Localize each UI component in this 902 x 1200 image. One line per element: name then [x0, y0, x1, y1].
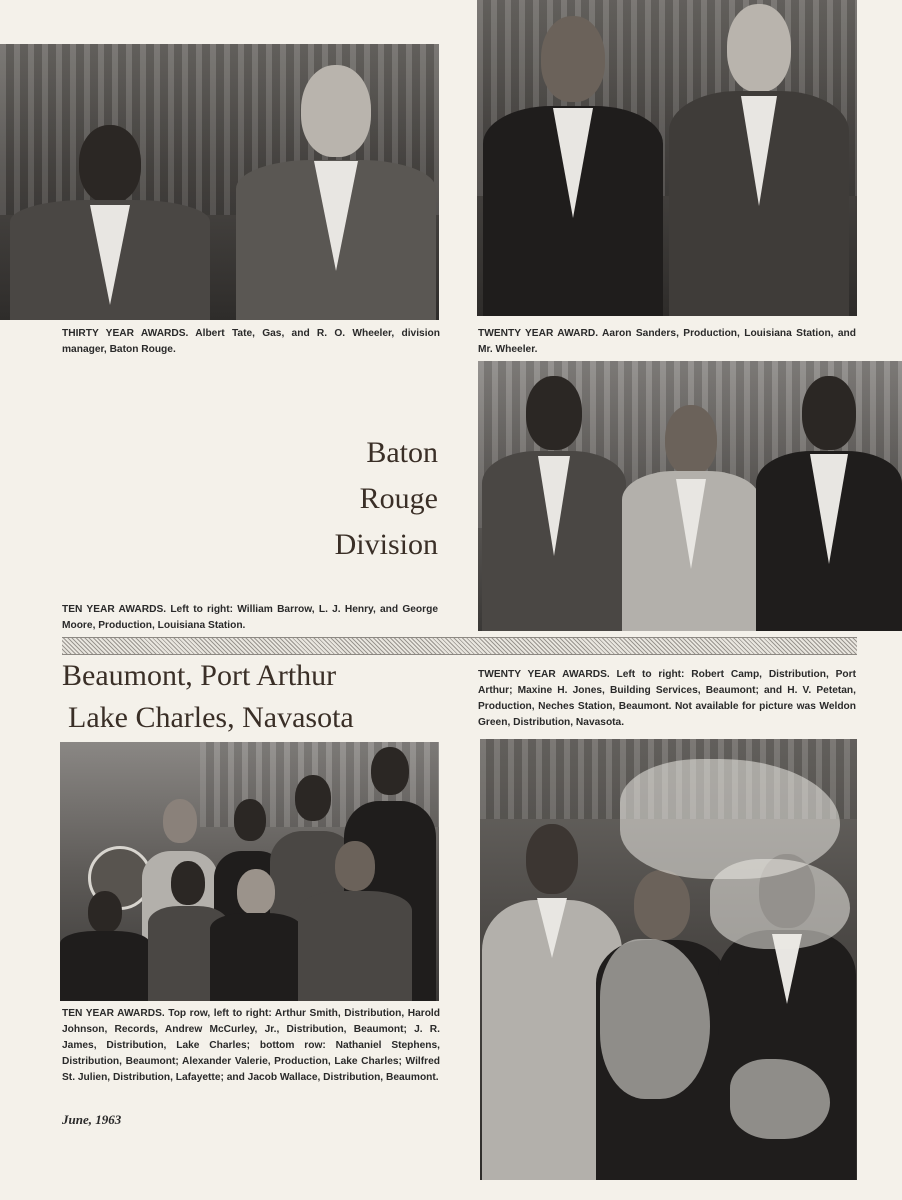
division-heading — [240, 430, 438, 570]
issue-date: June, 1963 — [62, 1112, 122, 1127]
person-figure — [298, 841, 412, 1001]
twenty-year-award-caption: TWENTY YEAR AWARD. Aaron Sanders, Production, Louisiana Station, and Mr. Wheeler. — [478, 328, 856, 355]
division-heading-line: Division — [334, 528, 438, 561]
ten-year-awards-beaumont-caption: TEN YEAR AWARDS. Top row, left to right: Arthur Smith, Distribution, Harold Johnson, Records, Andrew McCurley, Jr., Distribution, Beaumont; J. R. James, Distribution, Lake Charles; bottom row: Nathaniel Stephens, Distribution, Beaumont; Alexander Valerie, Production, Lake Charles; Wilfred St. Julien, Distribution, Lafayette; and Jacob Wallace, Distribution, Beaumont. — [62, 1008, 440, 1083]
person-figure — [10, 125, 210, 320]
division-heading-line: Baton — [366, 436, 438, 469]
region-heading — [62, 655, 442, 739]
thirty-year-awards-photo — [0, 44, 439, 320]
person-figure — [483, 16, 663, 316]
ten-year-awards-beaumont-photo — [60, 742, 439, 1001]
twenty-year-awards-beaumont-photo — [480, 739, 857, 1180]
person-figure — [482, 376, 626, 631]
person-figure — [622, 405, 760, 631]
person-figure — [60, 891, 150, 1001]
region-heading-line: Beaumont, Port Arthur — [62, 659, 337, 692]
twenty-year-award-photo — [477, 0, 857, 316]
person-figure — [756, 376, 902, 631]
ten-year-awards-caption: TEN YEAR AWARDS. Left to right: William Barrow, L. J. Henry, and George Moore, Production, Louisiana Station. — [62, 604, 438, 631]
person-figure — [210, 869, 302, 1001]
division-heading-line: Rouge — [359, 482, 438, 515]
twenty-year-awards-caption: TWENTY YEAR AWARDS. Left to right: Robert Camp, Distribution, Port Arthur; Maxine H. Jones, Building Services, Beaumont; and H. V. Petetan, Production, Neches Station, Beaumont. Not available for picture was Weldon Green, Distribution, Navasota. — [478, 669, 856, 728]
person-figure — [669, 4, 849, 316]
thirty-year-awards-caption: THIRTY YEAR AWARDS. Albert Tate, Gas, and R. O. Wheeler, division manager, Baton Rouge. — [62, 328, 440, 355]
region-heading-line: Lake Charles, Navasota — [68, 701, 354, 734]
person-figure — [236, 65, 436, 320]
ten-year-awards-baton-rouge-photo — [478, 361, 902, 631]
section-divider — [62, 637, 857, 655]
